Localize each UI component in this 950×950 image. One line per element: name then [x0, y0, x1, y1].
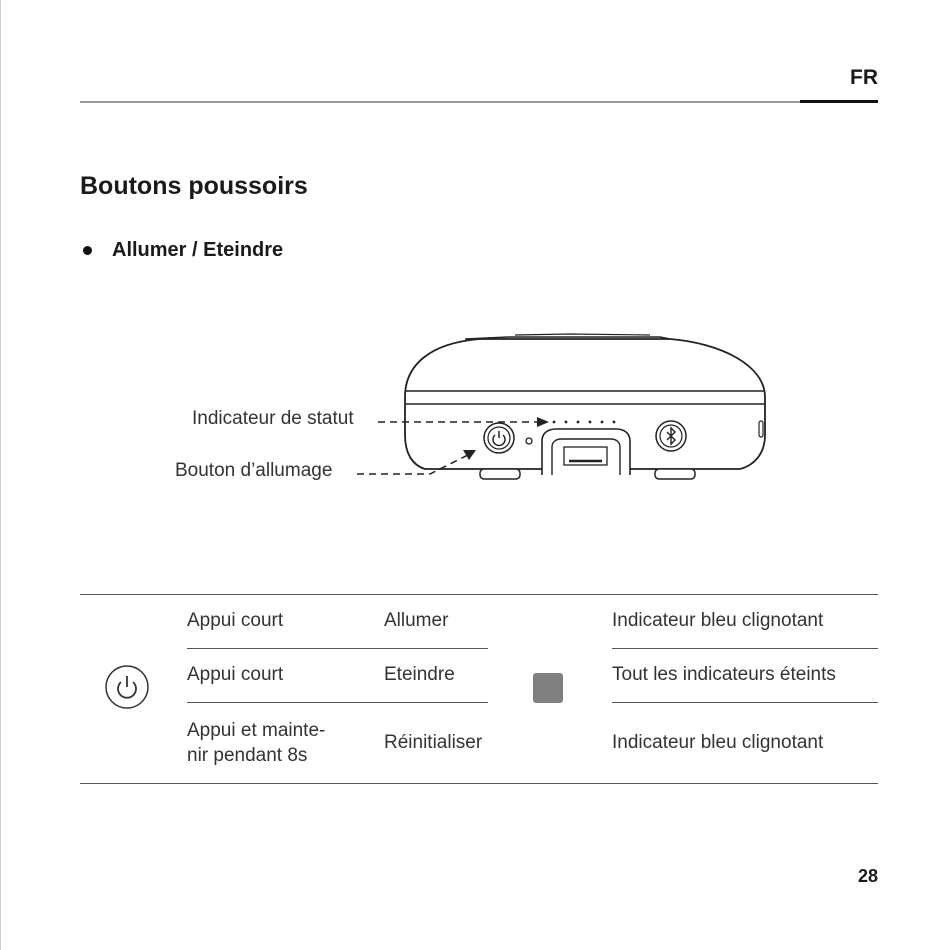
table-row-3-action-line1: Appui et mainte-	[187, 720, 326, 741]
section-title: Boutons poussoirs	[80, 172, 308, 200]
table-row-3-result: Réinitialiser	[384, 732, 483, 753]
table-row-1-result: Allumer	[384, 610, 449, 631]
section-subtitle: Allumer / Eteindre	[112, 239, 284, 261]
table-row-2-action: Appui court	[187, 664, 284, 685]
row-divider	[612, 648, 878, 649]
table-bottom-rule	[80, 783, 878, 784]
table-row-1-action: Appui court	[187, 610, 284, 631]
row-divider	[187, 702, 488, 703]
table-row-2-indicator: Tout les indicateurs éteints	[612, 664, 836, 685]
callout-status-indicator: Indicateur de statut	[192, 408, 354, 429]
table-row-2-result: Eteindre	[384, 664, 455, 685]
callout-power-button: Bouton d’allumage	[175, 460, 333, 481]
page-number: 28	[857, 866, 878, 886]
row-divider	[612, 702, 878, 703]
table-row-3-indicator: Indicateur bleu clignotant	[612, 732, 824, 753]
row-divider	[187, 648, 488, 649]
table-top-rule	[80, 594, 878, 595]
language-label: FR	[850, 66, 878, 89]
table-row-3-action-line2: nir pendant 8s	[187, 745, 308, 766]
status-indicator-swatch	[533, 673, 563, 703]
power-icon	[104, 664, 150, 710]
table-row-1-indicator: Indicateur bleu clignotant	[612, 610, 824, 631]
